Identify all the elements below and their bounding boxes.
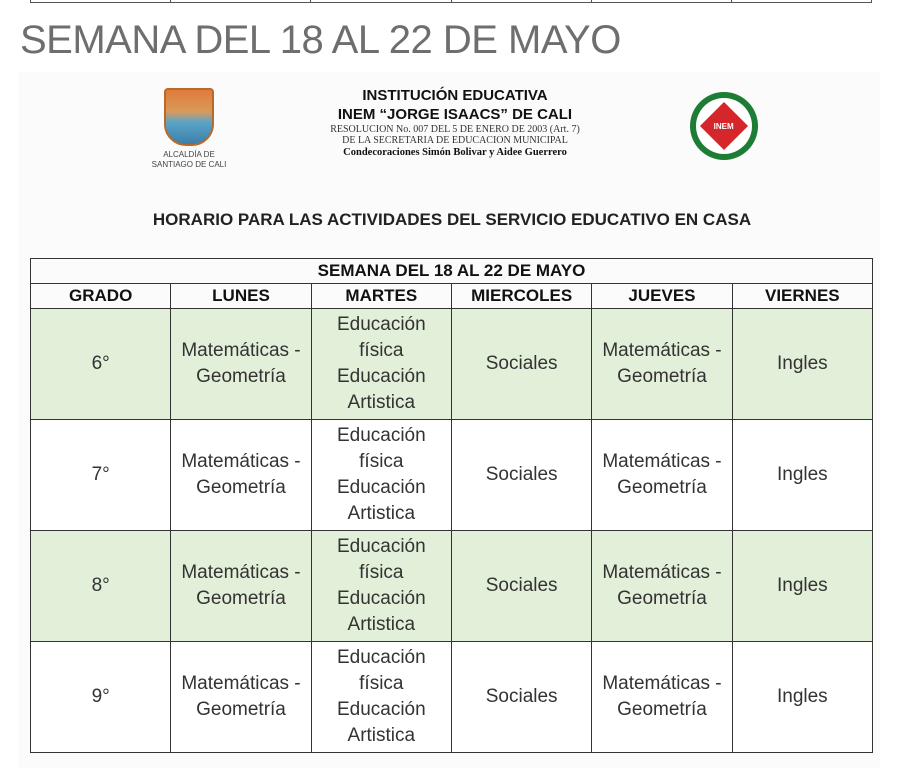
cell-miercoles: Sociales — [451, 642, 591, 753]
institution-type: INSTITUCIÓN EDUCATIVA — [362, 87, 548, 104]
cell-grado: 9° — [31, 642, 171, 753]
cell-grado: 6° — [31, 309, 171, 420]
cell-lunes — [171, 531, 311, 642]
cell-line: Educación — [336, 314, 426, 335]
column-header: MIERCOLES — [451, 284, 591, 309]
cell-line: física — [359, 451, 404, 472]
cell-jueves — [592, 309, 732, 420]
column-header: LUNES — [171, 284, 311, 309]
logo-caption: ALCALDÍA DE — [163, 150, 215, 159]
decorations-text: Condecoraciones Simón Bolivar y Aidee Guerrero — [343, 147, 567, 158]
cell-line: Geometría — [196, 588, 286, 609]
secretaria-text: DE LA SECRETARIA DE EDUCACION MUNICIPAL — [342, 135, 568, 146]
cell-line: Geometría — [196, 699, 286, 720]
cell-line: Educación — [336, 477, 426, 498]
cell-jueves — [592, 420, 732, 531]
cell-line: Matemáticas - — [602, 451, 722, 472]
cell-line: Geometría — [196, 366, 286, 387]
cell-line: Matemáticas - — [602, 340, 722, 361]
cell-line: física — [359, 673, 404, 694]
cell-viernes: Ingles — [732, 309, 872, 420]
schedule-subtitle: HORARIO PARA LAS ACTIVIDADES DEL SERVICIO EDUCATIVO EN CASA — [152, 210, 752, 229]
column-header: VIERNES — [732, 284, 872, 309]
cell-viernes: Ingles — [732, 531, 872, 642]
alcaldia-logo — [137, 88, 241, 170]
table-row — [31, 420, 873, 531]
page-title: SEMANA DEL 18 AL 22 DE MAYO — [20, 18, 621, 62]
cell-line: física — [359, 562, 404, 583]
table-row — [31, 309, 873, 420]
cell-line: Educación — [336, 647, 426, 668]
cell-line: Geometría — [617, 588, 707, 609]
cell-grado: 8° — [31, 531, 171, 642]
inem-logo — [690, 92, 758, 160]
cell-miercoles: Sociales — [451, 420, 591, 531]
column-header: GRADO — [31, 284, 171, 309]
table-caption: SEMANA DEL 18 AL 22 DE MAYO — [31, 259, 873, 284]
cell-line: Educación — [336, 366, 426, 387]
cell-line: Matemáticas - — [181, 673, 301, 694]
cell-line: Educación — [336, 536, 426, 557]
cali-shield-icon — [164, 88, 214, 146]
cell-martes — [311, 309, 451, 420]
cell-viernes: Ingles — [732, 420, 872, 531]
column-header: JUEVES — [592, 284, 732, 309]
cell-lunes — [171, 309, 311, 420]
cell-line: Matemáticas - — [181, 562, 301, 583]
cell-line: Educación — [336, 425, 426, 446]
cell-line: Geometría — [196, 477, 286, 498]
cell-line: Artistica — [347, 614, 416, 635]
institution-header — [270, 86, 640, 160]
cell-line: Matemáticas - — [602, 562, 722, 583]
logo-caption: SANTIAGO DE CALI — [151, 160, 227, 169]
cell-line: física — [359, 340, 404, 361]
cell-line: Geometría — [617, 366, 707, 387]
cell-martes — [311, 420, 451, 531]
cell-lunes — [171, 420, 311, 531]
cell-line: Artistica — [347, 392, 416, 413]
cell-martes — [311, 531, 451, 642]
previous-table-bottom — [30, 0, 872, 3]
cell-line: Matemáticas - — [602, 673, 722, 694]
cell-viernes: Ingles — [732, 642, 872, 753]
inem-logo-text: INEM — [714, 121, 734, 131]
cell-line: Artistica — [347, 725, 416, 746]
column-header: MARTES — [311, 284, 451, 309]
cell-line: Geometría — [617, 477, 707, 498]
schedule-table — [30, 258, 873, 753]
cell-line: Geometría — [617, 699, 707, 720]
cell-grado: 7° — [31, 420, 171, 531]
cell-line: Matemáticas - — [181, 451, 301, 472]
cell-miercoles: Sociales — [451, 309, 591, 420]
table-row — [31, 531, 873, 642]
table-row — [31, 642, 873, 753]
cell-jueves — [592, 531, 732, 642]
cell-miercoles: Sociales — [451, 531, 591, 642]
cell-martes — [311, 642, 451, 753]
cell-line: Educación — [336, 588, 426, 609]
cell-line: Artistica — [347, 503, 416, 524]
cell-line: Matemáticas - — [181, 340, 301, 361]
institution-name: INEM “JORGE ISAACS” DE CALI — [337, 106, 573, 123]
resolution-text: RESOLUCION No. 007 DEL 5 DE ENERO DE 2003 (Art. 7) — [330, 124, 580, 135]
cell-line: Educación — [336, 699, 426, 720]
cell-lunes — [171, 642, 311, 753]
cell-jueves — [592, 642, 732, 753]
